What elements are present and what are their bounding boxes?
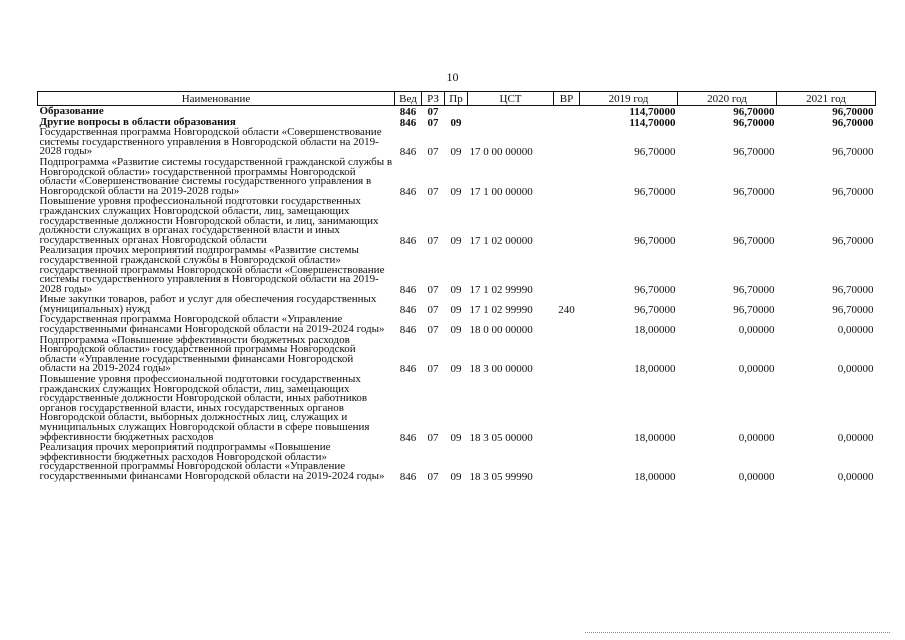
table-row	[38, 443, 876, 482]
cell-y2020: 96,70000	[733, 116, 775, 129]
cell-ved: 846	[399, 185, 417, 198]
header-pr: Пр	[445, 92, 468, 106]
cell-pr: 09	[450, 116, 462, 129]
cell-y2021: 96,70000	[832, 283, 874, 296]
cell-vr	[554, 375, 580, 443]
cell-cst: 18 3 00 00000	[469, 363, 533, 376]
cell-y2020: 96,70000	[733, 303, 775, 316]
cell-y2019: 18,00000	[634, 431, 676, 444]
cell-name: Реализация прочих мероприятий подпрограммы «Развитие системы государственной гражданской службы в Новгородской области» государственной программы Новгородской области «Совершенствование системы государственного управления в Новгородской области на 2019-2028 годы»	[39, 244, 385, 295]
cell-y2021: 96,70000	[832, 234, 874, 247]
cell-pr	[445, 106, 468, 118]
cell-y2021: 96,70000	[832, 185, 874, 198]
cell-ved: 846	[399, 116, 417, 129]
cell-y2019: 18,00000	[634, 470, 676, 483]
cell-rz: 07	[427, 431, 439, 444]
cell-cst	[468, 118, 554, 129]
cell-rz: 07	[427, 146, 439, 159]
cell-pr: 09	[450, 146, 462, 159]
cell-name: Государственная программа Новгородской области «Совершенствование системы государственного управления в Новгородской области на 2019-2028 годы»	[39, 126, 382, 158]
header-ved: Вед	[395, 92, 422, 106]
cell-y2021: 0,00000	[837, 363, 874, 376]
cell-y2019: 96,70000	[634, 185, 676, 198]
table-row	[38, 315, 876, 335]
cell-y2020: 96,70000	[733, 234, 775, 247]
header-2020: 2020 год	[678, 92, 777, 106]
budget-table	[37, 91, 876, 483]
cell-y2021: 0,00000	[837, 470, 874, 483]
cell-rz: 07	[427, 185, 439, 198]
cell-name: Подпрограмма «Повышение эффективности бюджетных расходов Новгородской области» государственной программы Новгородской области «Управление государственными финансами Новгородской области на 2019-2024 годы»	[39, 333, 356, 375]
cell-name: Государственная программа Новгородской области «Управление государственными финансами Новгородской области на 2019-2024 годы»	[39, 313, 385, 336]
cell-cst: 18 3 05 99990	[469, 470, 533, 483]
header-cst: ЦСТ	[468, 92, 554, 106]
cell-y2020: 96,70000	[733, 146, 775, 159]
cell-vr: 240	[558, 303, 575, 316]
cell-name: Повышение уровня профессиональной подготовки государственных гражданских служащих Новгородской области, лиц, замещающих государственные должности Новгородской области, иных работников органов государственной власти, иных государственных органов Новгородской области, выборных должностных лиц, служащих и муниципальных служащих Новгородской области в сфере повышения эффективности бюджетных расходов	[39, 373, 370, 443]
cell-cst: 17 0 00 00000	[469, 146, 533, 159]
cell-vr	[554, 246, 580, 295]
table-row	[38, 128, 876, 158]
cell-pr: 09	[450, 234, 462, 247]
cell-rz: 07	[427, 106, 439, 118]
table-row	[38, 295, 876, 315]
cell-name: Подпрограмма «Развитие системы государственной гражданской службы в Новгородской области» государственной программы Новгородской области «Совершенствование системы государственного управления в Новгородской области на 2019-2028 годы»	[39, 155, 393, 197]
cell-rz: 07	[427, 363, 439, 376]
cell-ved: 846	[399, 106, 417, 118]
header-rz: РЗ	[422, 92, 445, 106]
cell-pr: 09	[450, 303, 462, 316]
cell-name: Повышение уровня профессиональной подготовки государственных гражданских служащих Новгородской области, лиц, замещающих государственные должности Новгородской области, и лиц, занимающих должности служащих в органах государственной власти и иных государственных органах Новгородской области	[39, 195, 379, 246]
cell-pr: 09	[450, 185, 462, 198]
cell-y2021: 0,00000	[837, 324, 874, 337]
cell-ved: 846	[399, 470, 417, 483]
cell-y2019: 96,70000	[634, 303, 676, 316]
cell-y2020: 0,00000	[738, 431, 775, 444]
cell-pr: 09	[450, 363, 462, 376]
cell-pr: 09	[450, 470, 462, 483]
cell-y2021: 96,70000	[832, 106, 874, 118]
cell-vr	[554, 128, 580, 158]
cell-cst	[468, 106, 554, 118]
cell-y2019: 114,70000	[629, 116, 676, 129]
cell-vr	[554, 443, 580, 482]
cell-pr: 09	[450, 431, 462, 444]
cell-rz: 07	[427, 283, 439, 296]
cell-y2020: 0,00000	[738, 324, 775, 337]
cell-y2021: 0,00000	[837, 431, 874, 444]
cell-cst: 18 3 05 00000	[469, 431, 533, 444]
cell-name: Иные закупки товаров, работ и услуг для обеспечения государственных (муниципальных) нужд	[39, 293, 377, 315]
cell-vr	[554, 106, 580, 118]
cell-rz: 07	[427, 116, 439, 129]
header-vr: ВР	[554, 92, 580, 106]
cell-ved: 846	[399, 363, 417, 376]
cell-rz: 07	[427, 303, 439, 316]
cell-name: Другие вопросы в области образования	[39, 115, 236, 128]
cell-cst: 17 1 00 00000	[469, 185, 533, 198]
cell-vr	[554, 336, 580, 375]
table-row	[38, 336, 876, 375]
cell-vr	[554, 197, 580, 246]
cell-cst: 17 1 02 00000	[469, 234, 533, 247]
cell-y2019: 18,00000	[634, 363, 676, 376]
cell-cst: 18 0 00 00000	[469, 324, 533, 337]
cell-ved: 846	[399, 234, 417, 247]
header-name: Наименование	[38, 92, 395, 106]
cell-name: Реализация прочих мероприятий подпрограммы «Повышение эффективности бюджетных расходов Новгородской области» государственной программы Новгородской области «Управление государственными финансами Новгородской области на 2019-2024 годы»	[39, 441, 385, 482]
cell-y2020: 96,70000	[733, 106, 775, 118]
table-row	[38, 158, 876, 197]
cell-pr: 09	[450, 324, 462, 337]
cell-y2021: 96,70000	[832, 303, 874, 316]
cell-y2020: 96,70000	[733, 283, 775, 296]
cell-y2020: 0,00000	[738, 470, 775, 483]
table-row	[38, 246, 876, 295]
table-body	[38, 106, 876, 483]
table-row	[38, 197, 876, 246]
cell-name: Образование	[39, 105, 104, 117]
cell-y2019: 96,70000	[634, 146, 676, 159]
footer-line	[585, 632, 890, 633]
cell-y2019: 18,00000	[634, 324, 676, 337]
cell-y2021: 96,70000	[832, 146, 874, 159]
cell-y2020: 0,00000	[738, 363, 775, 376]
cell-y2019: 96,70000	[634, 234, 676, 247]
cell-vr	[554, 118, 580, 129]
table-row	[38, 375, 876, 443]
cell-cst: 17 1 02 99990	[469, 283, 533, 296]
cell-ved: 846	[399, 431, 417, 444]
cell-vr	[554, 158, 580, 197]
cell-y2019: 96,70000	[634, 283, 676, 296]
cell-ved: 846	[399, 303, 417, 316]
cell-rz: 07	[427, 234, 439, 247]
cell-rz: 07	[427, 324, 439, 337]
cell-y2021: 96,70000	[832, 116, 874, 129]
cell-y2019: 114,70000	[629, 106, 676, 118]
header-2021: 2021 год	[777, 92, 876, 106]
page-number: 10	[446, 70, 459, 84]
cell-ved: 846	[399, 146, 417, 159]
cell-y2020: 96,70000	[733, 185, 775, 198]
cell-rz: 07	[427, 470, 439, 483]
header-2019: 2019 год	[580, 92, 678, 106]
cell-pr: 09	[450, 283, 462, 296]
cell-cst: 17 1 02 99990	[469, 303, 533, 316]
cell-ved: 846	[399, 324, 417, 337]
cell-ved: 846	[399, 283, 417, 296]
table-header-row	[38, 92, 876, 106]
cell-vr	[554, 315, 580, 335]
